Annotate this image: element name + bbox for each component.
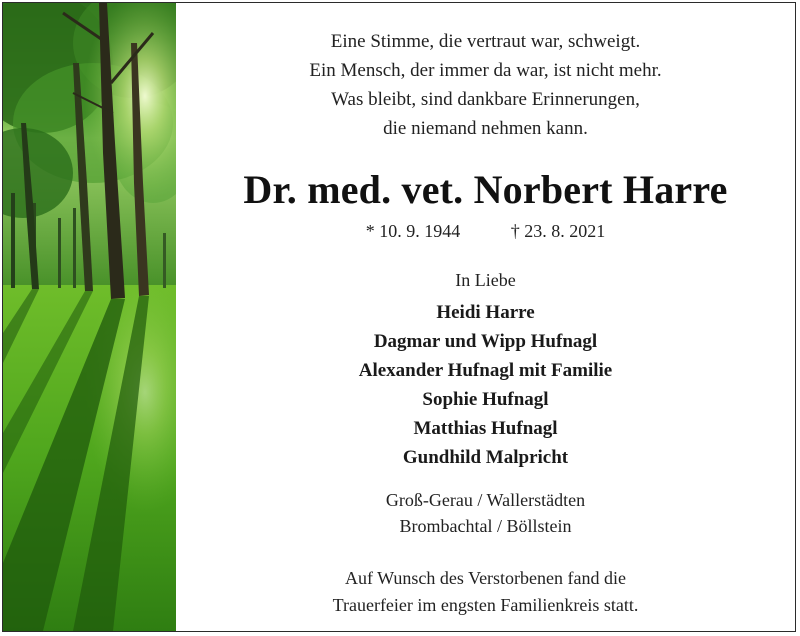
life-dates	[176, 218, 795, 244]
notice-line: Auf Wunsch des Verstorbenen fand die	[344, 568, 627, 588]
notice-line: Trauerfeier im engsten Familienkreis statt.	[332, 595, 639, 615]
verse-line: Eine Stimme, die vertraut war, schweigt.	[330, 31, 641, 52]
verse-line: Ein Mensch, der immer da war, ist nicht mehr.	[309, 60, 662, 81]
mourners-list	[176, 298, 795, 472]
obituary-text	[176, 3, 795, 631]
mourner-name: Dagmar und Wipp Hufnagl	[373, 331, 598, 352]
obituary-notice	[2, 2, 796, 632]
death-date: † 23. 8. 2021	[510, 221, 606, 241]
place-line: Brombachtal / Böllstein	[399, 516, 572, 536]
verse-line: die niemand nehmen kann.	[383, 118, 588, 139]
mourner-name: Gundhild Malpricht	[402, 447, 569, 468]
mourning-intro: In Liebe	[455, 270, 516, 290]
birth-date: * 10. 9. 1944	[365, 221, 461, 241]
places	[176, 487, 795, 539]
mourner-name: Sophie Hufnagl	[422, 389, 549, 410]
verse-line: Was bleibt, sind dankbare Erinnerungen,	[331, 89, 640, 110]
tree-park-photo	[3, 3, 176, 631]
memorial-verse	[176, 27, 795, 143]
mourner-name: Alexander Hufnagl mit Familie	[358, 360, 613, 381]
mourner-name: Matthias Hufnagl	[413, 418, 558, 439]
funeral-notice	[176, 565, 795, 619]
deceased-name: Dr. med. vet. Norbert Harre	[243, 167, 728, 212]
place-line: Groß-Gerau / Wallerstädten	[385, 490, 586, 510]
mourner-name: Heidi Harre	[436, 302, 535, 323]
